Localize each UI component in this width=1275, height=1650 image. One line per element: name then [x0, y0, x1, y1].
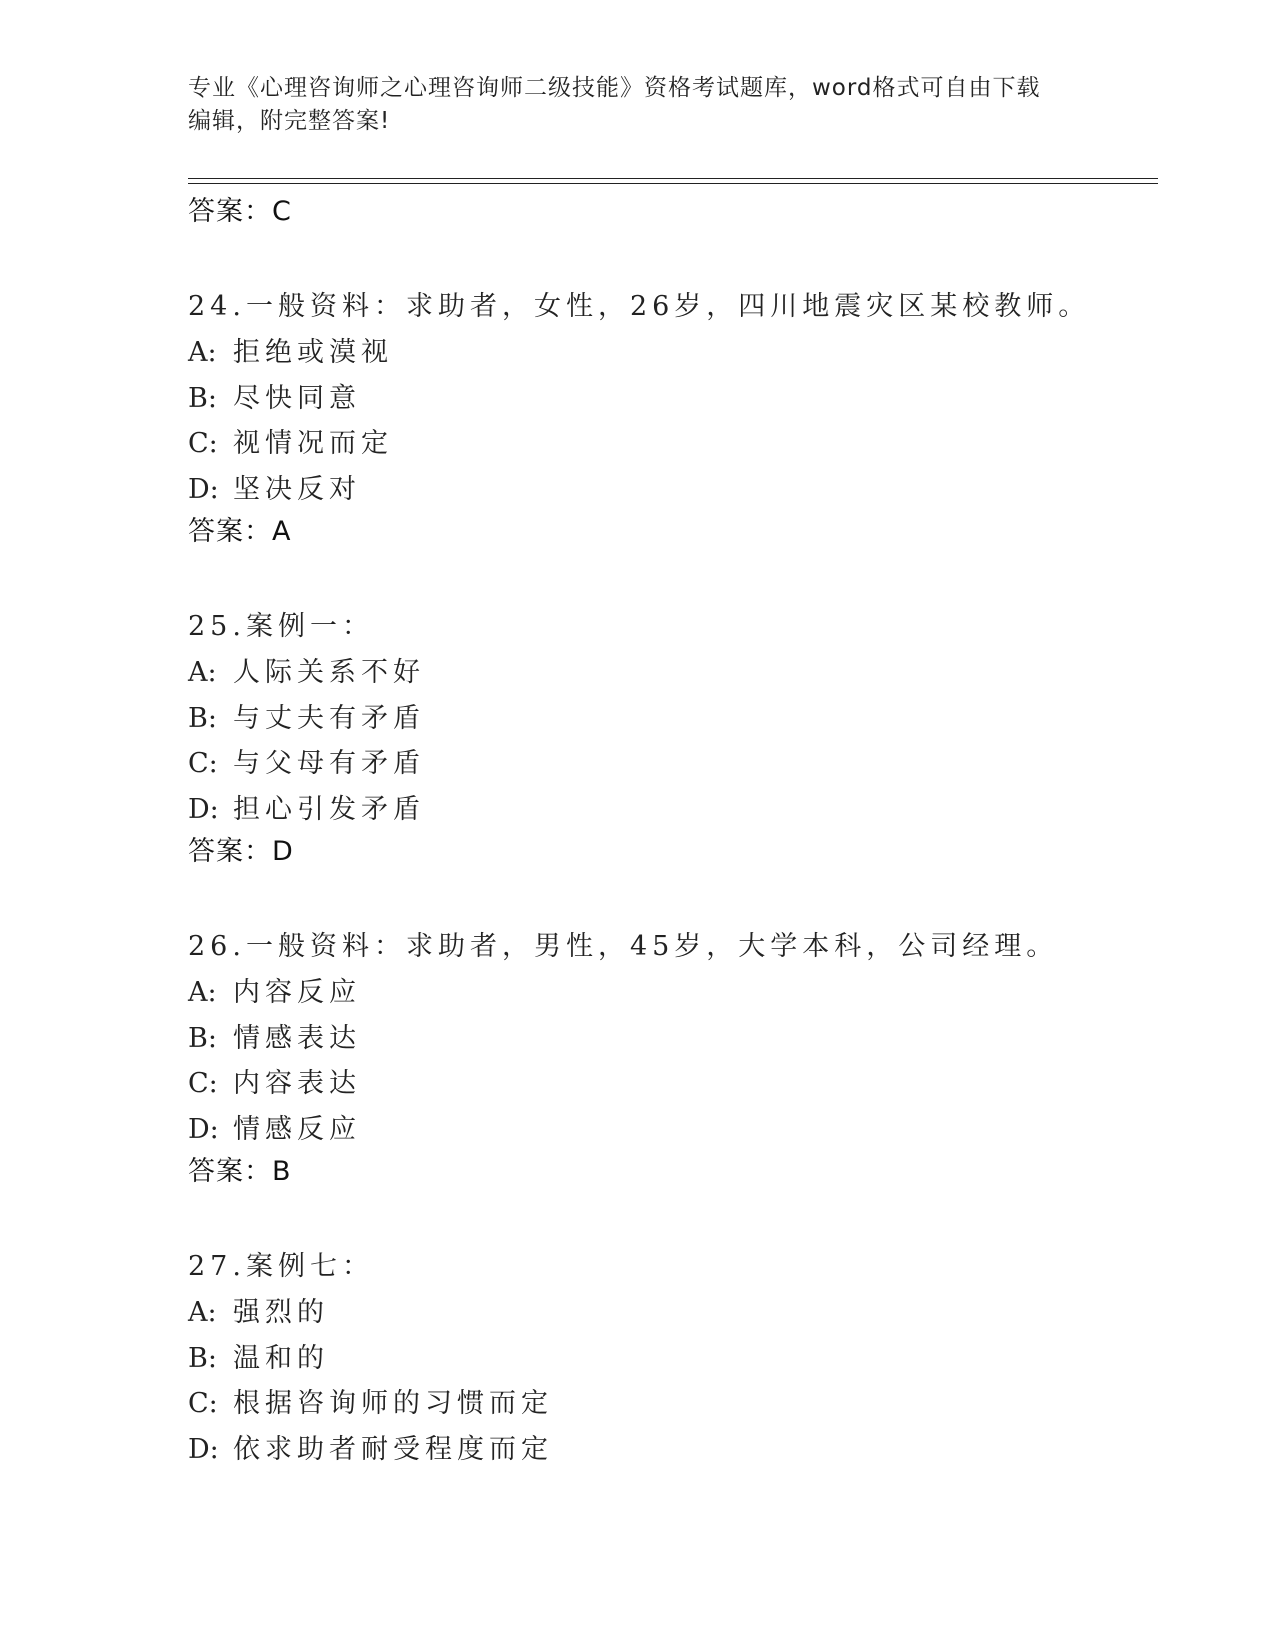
header-divider-top	[188, 178, 1158, 179]
option-letter: B:	[188, 1022, 217, 1054]
option-text: 温和的	[233, 1342, 329, 1374]
option-letter: C:	[188, 1388, 218, 1419]
header-line-2: 编辑，附完整答案!	[188, 108, 391, 134]
option-text: 拒绝或漠视	[233, 337, 393, 368]
document-header	[188, 72, 1088, 138]
option-letter: A:	[188, 977, 217, 1008]
option-a	[188, 970, 1158, 1016]
option-text: 内容反应	[233, 977, 361, 1008]
option-letter: B:	[188, 1342, 217, 1374]
option-b	[188, 376, 1158, 422]
option-c	[188, 421, 1158, 467]
option-letter: B:	[188, 702, 217, 734]
option-text: 与丈夫有矛盾	[233, 702, 425, 734]
option-b	[188, 696, 1158, 742]
option-c	[188, 741, 1158, 787]
option-letter: D:	[188, 473, 219, 505]
answer-line: 答案：D	[188, 836, 294, 867]
header-line-1: 专业《心理咨询师之心理咨询师二级技能》资格考试题库，word格式可自由下载	[188, 75, 1041, 101]
option-text: 强烈的	[233, 1297, 329, 1328]
option-text: 尽快同意	[233, 382, 361, 414]
option-text: 视情况而定	[233, 428, 393, 459]
option-letter: D:	[188, 793, 219, 825]
option-letter: B:	[188, 382, 217, 414]
question-block-27	[188, 1244, 1158, 1472]
header-divider-bottom	[188, 183, 1158, 184]
option-letter: C:	[188, 1068, 218, 1099]
option-letter: C:	[188, 428, 218, 459]
option-d	[188, 787, 1158, 833]
option-letter: C:	[188, 748, 218, 779]
answer-line: 答案：A	[188, 516, 292, 547]
option-text: 与父母有矛盾	[233, 748, 425, 779]
option-d	[188, 1107, 1158, 1153]
question-stem: 26.一般资料：求助者，男性，45岁，大学本科，公司经理。	[188, 931, 1059, 962]
option-text: 人际关系不好	[233, 657, 425, 688]
option-letter: A:	[188, 1297, 217, 1328]
question-stem: 27.案例七：	[188, 1251, 374, 1282]
question-stem: 25.案例一：	[188, 611, 374, 642]
option-a	[188, 1290, 1158, 1336]
answer-line: 答案：C	[188, 196, 292, 227]
option-text: 坚决反对	[233, 473, 361, 505]
question-block-25	[188, 604, 1158, 872]
option-text: 内容表达	[233, 1068, 361, 1099]
option-text: 依求助者耐受程度而定	[233, 1433, 553, 1465]
option-b	[188, 1016, 1158, 1062]
option-letter: A:	[188, 657, 217, 688]
option-text: 担心引发矛盾	[233, 793, 425, 825]
answer-line: 答案：B	[188, 1156, 292, 1187]
question-list	[188, 192, 1158, 1472]
option-c	[188, 1381, 1158, 1427]
option-letter: D:	[188, 1433, 219, 1465]
question-block-24	[188, 284, 1158, 552]
option-d	[188, 467, 1158, 513]
option-b	[188, 1336, 1158, 1382]
option-letter: D:	[188, 1113, 219, 1145]
option-text: 情感反应	[233, 1113, 361, 1145]
question-stem: 24.一般资料：求助者，女性，26岁，四川地震灾区某校教师。	[188, 291, 1091, 322]
option-text: 根据咨询师的习惯而定	[233, 1388, 553, 1419]
option-a	[188, 330, 1158, 376]
question-block-26	[188, 924, 1158, 1192]
option-text: 情感表达	[233, 1022, 361, 1054]
option-d	[188, 1427, 1158, 1473]
option-c	[188, 1061, 1158, 1107]
option-letter: A:	[188, 337, 217, 368]
option-a	[188, 650, 1158, 696]
